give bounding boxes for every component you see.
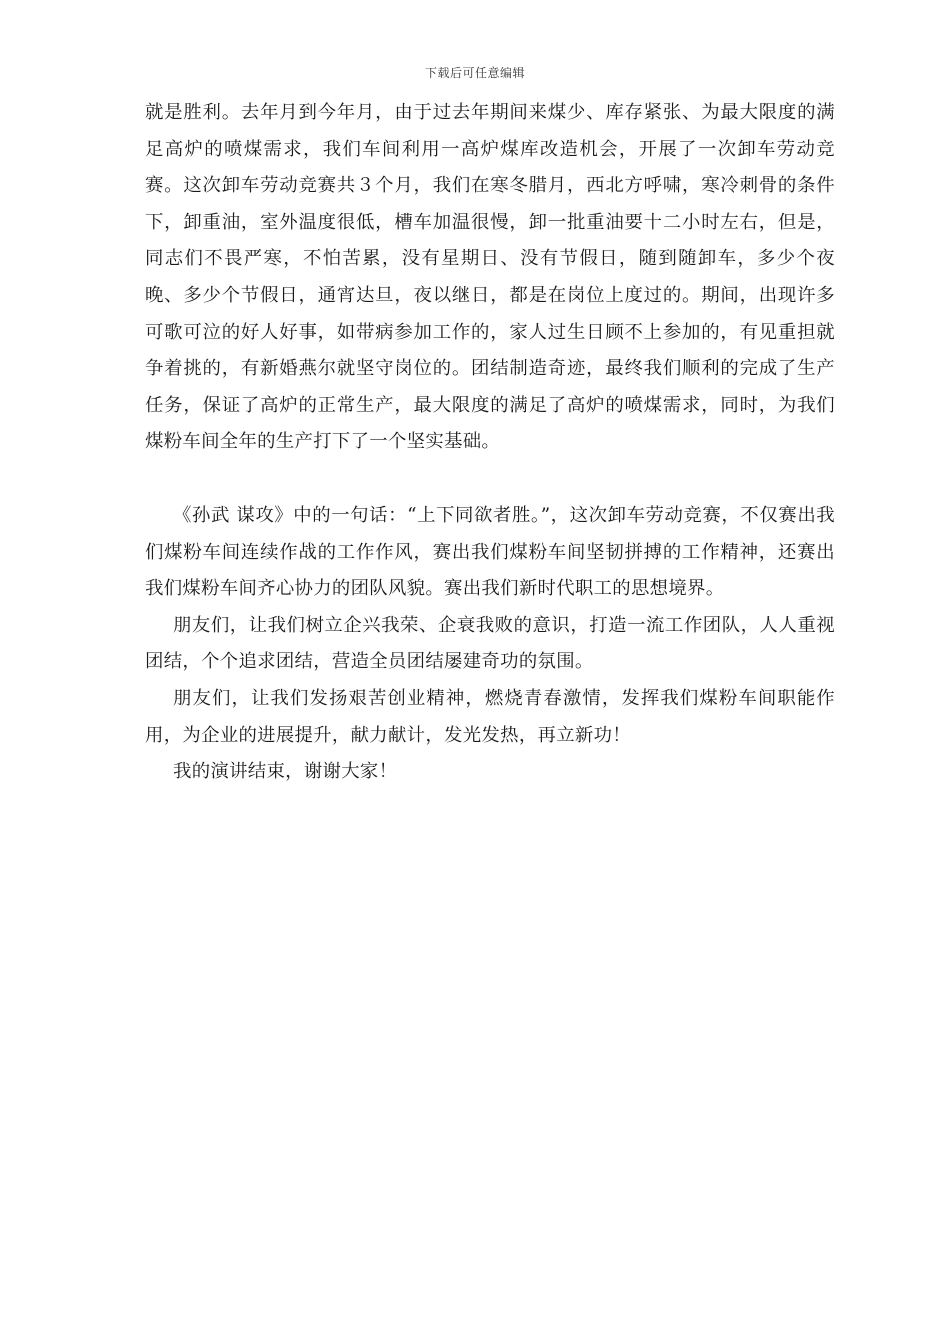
paragraph-spirit-call: 朋友们，让我们发扬艰苦创业精神，燃烧青春激情，发挥我们煤粉车间职能作用，为企业的进展提升，献力献计，发光发热，再立新功！ [145, 687, 835, 746]
document-body [145, 95, 835, 791]
paragraph-story: 就是胜利。去年月到今年月，由于过去年期间来煤少、库存紧张、为最大限度的满足高炉的喷煤需求，我们车间利用一高炉煤库改造机会，开展了一次卸车劳动竞赛。这次卸车劳动竞赛共３个月，我们在寒冬腊月，西北方呼啸，寒冷刺骨的条件下，卸重油，室外温度很低，槽车加温很慢，卸一批重油要十二小时左右，但是，同志们不畏严寒，不怕苦累，没有星期日、没有节假日，随到随卸车，多少个夜晚、多少个节假日，通宵达旦，夜以继日，都是在岗位上度过的。期间，出现许多可歌可泣的好人好事，如带病参加工作的，家人过生日顾不上参加的，有见重担就争着挑的，有新婚燕尔就坚守岗位的。团结制造奇迹，最终我们顺利的完成了生产任务，保证了高炉的正常生产，最大限度的满足了高炉的喷煤需求，同时，为我们煤粉车间全年的生产打下了一个坚实基础。 [145, 102, 835, 453]
paragraph-quote: 《孙武 谋攻》中的一句话：“上下同欲者胜。”，这次卸车劳动竞赛，不仅赛出我们煤粉车间连续作战的工作作风，赛出我们煤粉车间坚韧拼搏的工作精神，还赛出我们煤粉车间齐心协力的团队风貌。赛出我们新时代职工的思想境界。 [145, 504, 835, 600]
paragraph-unity-call: 朋友们，让我们树立企兴我荣、企衰我败的意识，打造一流工作团队，人人重视团结，个个追求团结，营造全员团结屡建奇功的氛围。 [145, 614, 835, 673]
page-header: 下载后可任意编辑 [424, 66, 525, 80]
paragraph-closing: 我的演讲结束，谢谢大家！ [173, 761, 398, 783]
